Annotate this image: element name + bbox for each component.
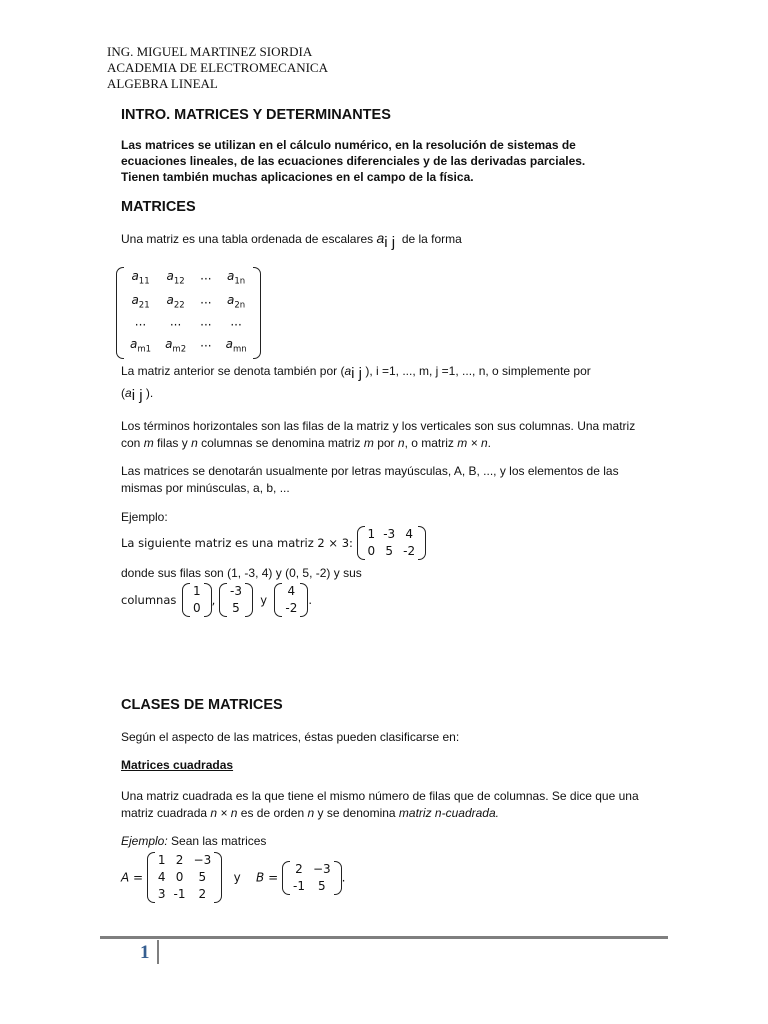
matrix-cell: 5 bbox=[317, 878, 326, 893]
definition-a: a bbox=[376, 230, 385, 246]
matrix-b bbox=[282, 861, 342, 895]
terms-text-5: , o matriz bbox=[404, 436, 454, 450]
clases-heading: CLASES DE MATRICES bbox=[121, 697, 283, 713]
matrix-cell: $a_{22}$ bbox=[166, 293, 185, 311]
terms-text-3: columnas se denomina matriz bbox=[201, 436, 361, 450]
matrix-cell: $a_{21}$ bbox=[131, 293, 150, 311]
matrix-cell: ··· bbox=[200, 317, 212, 332]
matrix-cell: -1 bbox=[173, 887, 186, 901]
cuadrada-nxn: n × n bbox=[210, 806, 238, 820]
y-label: y bbox=[260, 593, 268, 607]
matrix-cell: 5 bbox=[385, 544, 393, 558]
cuadrada-paragraph bbox=[121, 788, 641, 822]
matrix-cell: ··· bbox=[134, 317, 147, 332]
denota-text-1: La matriz anterior se denota también por ( bbox=[121, 364, 345, 378]
matrix-cell: $a_{mn}$ bbox=[225, 336, 247, 355]
cuadradas-heading: Matrices cuadradas bbox=[121, 758, 234, 772]
terms-mxn: m × n bbox=[457, 436, 488, 450]
ejemplo2-text: Sean las matrices bbox=[171, 834, 267, 848]
denota-text-2: ), i =1, ..., m, j =1, ..., n, o simplemente por bbox=[365, 364, 591, 378]
cuadrada-text-1: Una matriz cuadrada es la que tiene el mismo número de filas que de columnas. Se dice que una matriz cuadrada bbox=[121, 789, 639, 820]
page-number: 1 bbox=[140, 942, 150, 963]
matrix-cell: $a_{11}$ bbox=[131, 269, 150, 287]
matrix-cell: −3 bbox=[312, 861, 331, 876]
matrix-cell: ··· bbox=[200, 339, 212, 354]
definition-tail: de la forma bbox=[401, 232, 462, 246]
denota-text-4: ). bbox=[145, 386, 154, 400]
matrix-cell: 2 bbox=[295, 861, 303, 876]
definition-line bbox=[121, 230, 641, 251]
matrix-cell: $a_{1n}$ bbox=[227, 269, 246, 287]
denota-paragraph: La matriz anterior se denota también por (ai j ), i =1, ..., m, j =1, ..., n, o simplemente por (ai j ). bbox=[121, 364, 591, 404]
y-label-2: y bbox=[233, 870, 241, 885]
cuadrada-italic: matriz n-cuadrada. bbox=[398, 806, 499, 820]
document-title: INTRO. MATRICES Y DETERMINANTES bbox=[121, 107, 391, 123]
matrix-cell: 4 bbox=[405, 527, 413, 541]
ejemplo2-line bbox=[121, 833, 641, 850]
matrix-cell: 1 bbox=[157, 853, 166, 867]
matrix-cell: 4 bbox=[287, 584, 296, 598]
cuadrada-n: n bbox=[307, 806, 315, 820]
matrix-cell: 3 bbox=[157, 887, 166, 901]
matrix-cell: ··· bbox=[200, 271, 212, 286]
column-vector-3 bbox=[274, 583, 308, 617]
matrix-cell: $a_{12}$ bbox=[166, 269, 185, 287]
column-vector-2 bbox=[219, 583, 253, 617]
matrix-cell: 0 bbox=[175, 870, 184, 884]
matrix-cell: 0 bbox=[367, 544, 376, 558]
terms-text-4: por bbox=[377, 436, 395, 450]
header-academy: ACADEMIA DE ELECTROMECANICA bbox=[107, 60, 328, 75]
ejemplo-label: Ejemplo: bbox=[121, 510, 168, 524]
example-line bbox=[121, 526, 426, 560]
matrices-heading: MATRICES bbox=[121, 199, 196, 215]
ab-line: A = 1 2 −3 4 0 5 3 -1 2 y B = 2 −3 -1 5 . bbox=[121, 853, 346, 901]
matrix-cell: 1 bbox=[367, 527, 376, 541]
notation-paragraph: Las matrices se denotarán usualmente por letras mayúsculas, A, B, ..., y los elementos de las mismas por minúsculas, a, b, ... bbox=[121, 464, 619, 495]
matrix-cell: 2 bbox=[175, 853, 184, 867]
page-header bbox=[107, 44, 328, 92]
terms-text-1: Los términos horizontales son las filas de la matriz y los verticales son sus columnas. Una matriz con bbox=[121, 419, 636, 450]
terms-paragraph: Los términos horizontales son las filas de la matriz y los verticales son sus columnas. Una matriz con m filas y n columnas se denomina matriz m por n, o matriz m × n. bbox=[121, 419, 636, 450]
terms-n-2: n bbox=[397, 436, 405, 450]
matrix-cell: -1 bbox=[292, 878, 305, 893]
matrix-cell: -2 bbox=[403, 544, 416, 558]
terms-m: m bbox=[143, 436, 154, 450]
a-label: A = bbox=[121, 870, 144, 885]
columnas-label: columnas bbox=[121, 593, 177, 607]
matrix-cell: 1 bbox=[193, 584, 201, 598]
terms-n: n bbox=[191, 436, 198, 450]
matrix-cell: 0 bbox=[193, 601, 201, 615]
rows-text: donde sus filas son (1, -3, 4) y (0, 5, -2) y sus bbox=[121, 566, 362, 580]
ejemplo2-label: Ejemplo: bbox=[121, 834, 168, 848]
b-label: B = bbox=[256, 870, 279, 885]
matrix-cell: −3 bbox=[193, 853, 212, 867]
intro-paragraph: Las matrices se utilizan en el cálculo numérico, en la resolución de sistemas de ecuaciones lineales, de las ecuaciones diferenciales y de las derivadas parciales. Tienen también muchas aplicaciones en el campo de la física. bbox=[121, 138, 586, 184]
matrix-cell: $a_{2n}$ bbox=[227, 293, 246, 311]
matrix-cell: ··· bbox=[200, 296, 212, 311]
matrix-cell: ··· bbox=[169, 317, 182, 332]
cuadrada-text-2: es de orden bbox=[240, 806, 305, 820]
footer-divider bbox=[100, 936, 668, 939]
general-matrix bbox=[116, 267, 261, 359]
cuadrada-text-3: y se denomina bbox=[317, 806, 396, 820]
definition-text: Una matriz es una tabla ordenada de escalares bbox=[121, 232, 374, 246]
matrix-cell: 5 bbox=[232, 601, 240, 615]
matrix-cell: 2 bbox=[198, 887, 207, 901]
column-vector-1 bbox=[182, 583, 212, 617]
definition-ij: i j bbox=[384, 234, 396, 251]
terms-m-2: m bbox=[363, 436, 374, 450]
matrix-cell: -3 bbox=[229, 584, 242, 598]
matrix-cell: 5 bbox=[198, 870, 207, 884]
header-author: ING. MIGUEL MARTINEZ SIORDIA bbox=[107, 44, 313, 59]
matrix-cell: $a_{m2}$ bbox=[165, 336, 187, 355]
example-sentence: La siguiente matriz es una matriz 2 × 3: bbox=[121, 536, 353, 550]
page-number-bar bbox=[157, 940, 159, 964]
example-matrix bbox=[357, 526, 427, 560]
matrix-a bbox=[147, 852, 222, 903]
segun-text: Según el aspecto de las matrices, éstas pueden clasificarse en: bbox=[121, 730, 460, 744]
matrix-cell: ··· bbox=[230, 317, 242, 332]
columns-line: columnas 1 0 , -3 5 y 4 -2 . bbox=[121, 584, 313, 615]
denota-text-3: ( bbox=[121, 386, 125, 400]
matrix-cell: -3 bbox=[383, 527, 396, 541]
header-course: ALGEBRA LINEAL bbox=[107, 76, 218, 91]
matrix-cell: 4 bbox=[157, 870, 166, 884]
matrix-cell: $a_{m1}$ bbox=[130, 336, 152, 355]
terms-text-2: filas y bbox=[157, 436, 188, 450]
matrix-cell: -2 bbox=[285, 601, 298, 615]
